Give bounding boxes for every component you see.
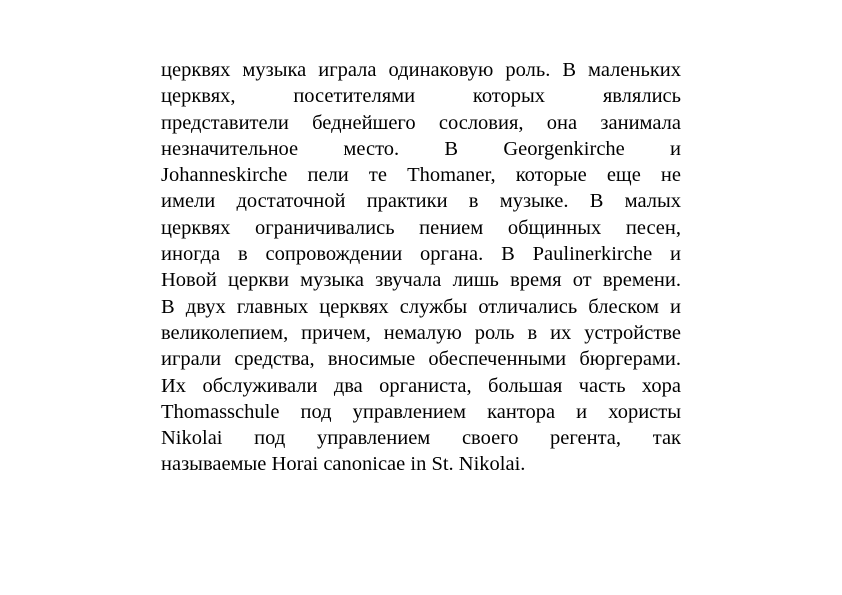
paragraph-line-5: Johanneskirche пели те Thomaner, которые еще не — [161, 164, 681, 187]
paragraph-line-10: В двух главных церквях службы отличались блеском и — [161, 295, 681, 318]
paragraph-line-7: церквях ограничивались пением общинных песен, — [161, 216, 681, 239]
paragraph-line-12: играли средства, вносимые обеспеченными бюргерами. — [161, 348, 681, 371]
paragraph-line-8: иногда в сопровождении органа. В Paulinerkirche и — [161, 243, 681, 266]
paragraph-line-14: Thomasschule под управлением кантора и хористы — [161, 400, 681, 423]
body-paragraph — [161, 57, 681, 478]
paragraph-line-4: незначительное место. В Georgenkirche и — [161, 137, 681, 160]
paragraph-line-1: церквях музыка играла одинаковую роль. В маленьких — [161, 59, 681, 81]
paragraph-line-11: великолепием, причем, немалую роль в их устройстве — [161, 321, 681, 344]
paragraph-line-15: Nikolai под управлением своего регента, так — [161, 427, 681, 450]
paragraph-line-16: называемые Horai canonicae in St. Nikolai. — [161, 453, 526, 476]
paragraph-line-3: представители беднейшего сословия, она занимала — [161, 111, 681, 134]
paragraph-line-9: Новой церкви музыка звучала лишь время от времени. — [161, 269, 681, 292]
paragraph-line-13: Их обслуживали два органиста, большая часть хора — [161, 374, 681, 397]
paragraph-line-6: имели достаточной практики в музыке. В малых — [161, 190, 681, 213]
paragraph-line-2: церквях, посетителями которых являлись — [161, 85, 681, 108]
